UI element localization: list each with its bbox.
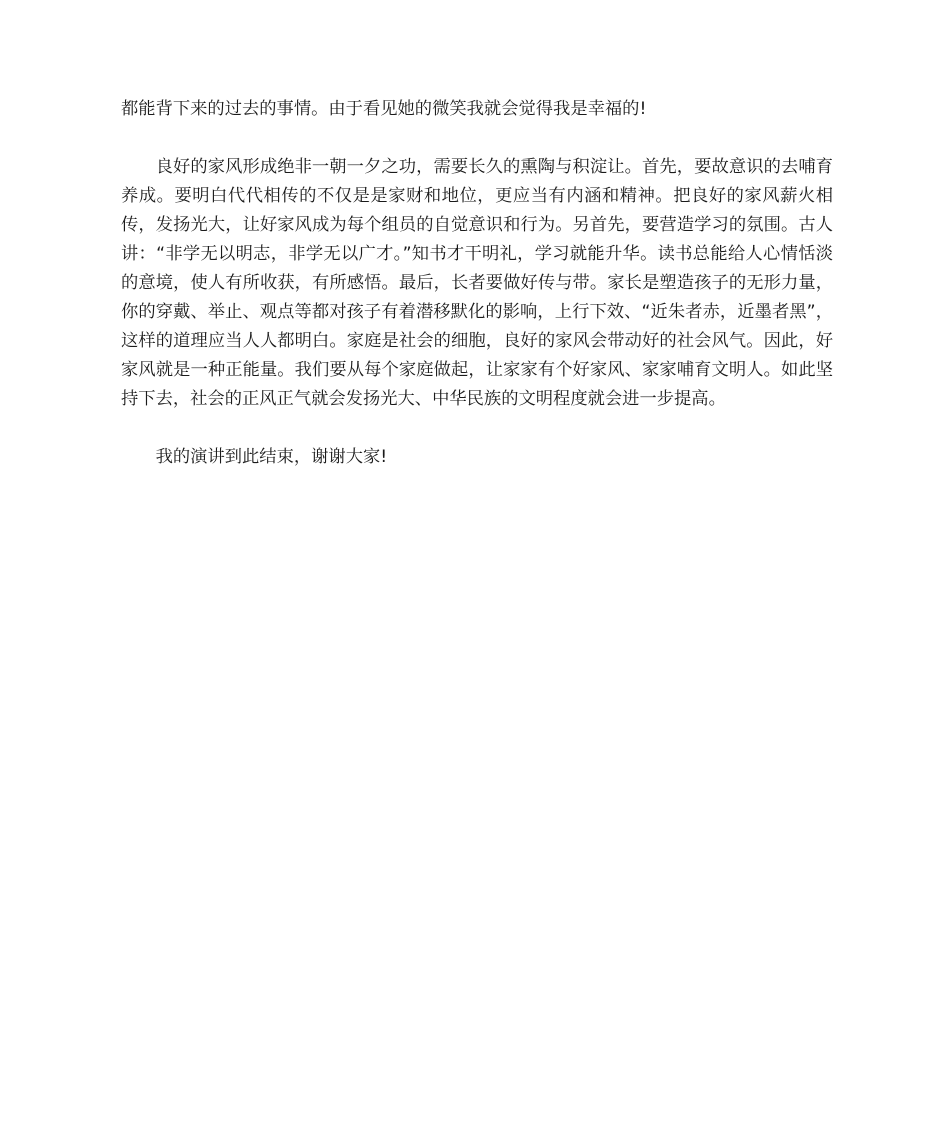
paragraph-closing: 我的演讲到此结束，谢谢大家! xyxy=(155,447,388,467)
document-body xyxy=(121,95,833,472)
paragraph-continuation: 都能背下来的过去的事情。由于看见她的微笑我就会觉得我是幸福的! xyxy=(121,99,647,119)
paragraph-family-tradition: 良好的家风形成绝非一朝一夕之功，需要长久的熏陶与积淀让。首先，要故意识的去哺育养成。要明白代代相传的不仅是是家财和地位，更应当有内涵和精神。把良好的家风薪火相传，发扬光大，让好家风成为每个组员的自觉意识和行为。另首先，要营造学习的氛围。古人讲：“非学无以明志，非学无以广才。”知书才干明礼，学习就能升华。读书总能给人心情恬淡的意境，使人有所收获，有所感悟。最后，长者要做好传与带。家长是塑造孩子的无形力量，你的穿戴、举止、观点等都对孩子有着潜移默化的影响，上行下效、“近朱者赤，近墨者黑”，这样的道理应当人人都明白。家庭是社会的细胞，良好的家风会带动好的社会风气。因此，好家风就是一种正能量。我们要从每个家庭做起，让家家有个好家风、家家哺育文明人。如此坚持下去，社会的正风正气就会发扬光大、中华民族的文明程度就会进一步提高。 xyxy=(121,157,833,409)
